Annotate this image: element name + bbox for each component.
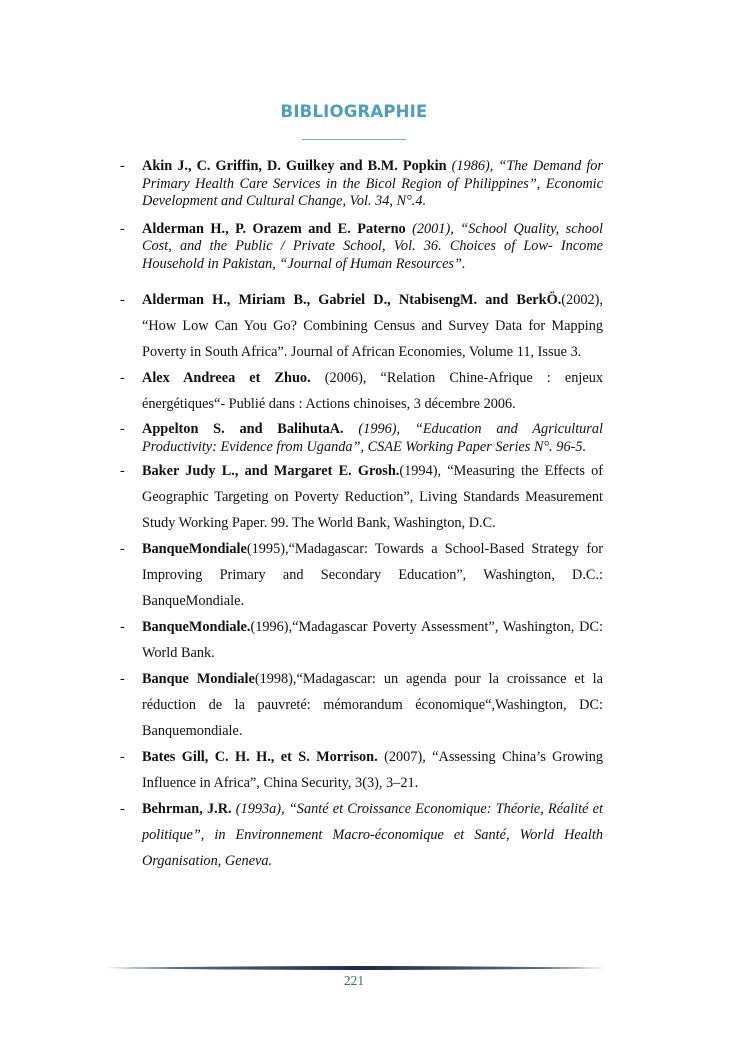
entry-citation: (1986), “The Demand for Primary Health Care Services in the Bicol Region of Philippines”, Economic Development and Cultural Change, Vol. 34, N°.4.	[142, 158, 603, 209]
list-dash: -	[120, 463, 125, 479]
entry-author: Appelton S. and BalihutaA.	[142, 421, 344, 437]
bibliography-entry	[120, 666, 603, 744]
list-dash: -	[120, 370, 125, 386]
bibliography-entry	[120, 421, 603, 456]
page-number: 221	[343, 973, 365, 988]
entry-citation: (1996),“Madagascar Poverty Assessment”, Washington, DC: World Bank.	[142, 619, 603, 661]
bibliography-entry	[120, 744, 603, 796]
entry-author: BanqueMondiale.	[142, 619, 251, 635]
bibliography-entry	[120, 287, 603, 365]
entry-author: Alderman H., P. Orazem and E. Paterno	[142, 220, 406, 237]
list-dash: -	[120, 541, 125, 557]
entry-citation: (1994), “Measuring the Effects of Geographic Targeting on Poverty Reduction”, Living Standards Measurement Study Working Paper. 99. The World Bank, Washington, D.C.	[142, 463, 604, 531]
entry-citation: (1995),“Madagascar: Towards a School-Based Strategy for Improving Primary and Secondary Education”, Washington, D.C.: BanqueMondiale.	[142, 541, 603, 609]
entry-author: Alex Andreea et Zhuo.	[142, 370, 311, 386]
list-dash: -	[120, 801, 125, 817]
footer-divider	[106, 965, 608, 971]
entry-citation: (2007), “Assessing China’s Growing Influence in Africa”, China Security, 3(3), 3–21.	[142, 749, 603, 791]
list-dash: -	[120, 421, 125, 437]
entry-author: Bates Gill, C. H. H., et S. Morrison.	[142, 749, 378, 765]
entry-author: Banque Mondiale	[142, 671, 255, 687]
list-dash: -	[120, 749, 125, 765]
entry-citation: (2002), “How Low Can You Go? Combining Census and Survey Data for Mapping Poverty in South Africa”. Journal of African Economies, Volume 11, Issue 3.	[142, 292, 603, 360]
entry-author: Akin J., C. Griffin, D. Guilkey and B.M. Popkin	[142, 158, 447, 174]
bibliography-entry	[120, 221, 603, 274]
entry-author: Alderman H., Miriam B., Gabriel D., NtabisengM. and BerkÖ.	[142, 292, 562, 308]
entry-author: Behrman, J.R.	[142, 801, 232, 817]
list-dash: -	[120, 158, 125, 174]
bibliography-list	[120, 158, 603, 874]
bibliography-entry	[120, 365, 603, 417]
bibliography-entry	[120, 158, 603, 211]
bibliography-entry	[120, 796, 603, 874]
entry-citation: (2001), “School Quality, school Cost, and the Public / Private School, Vol. 36. Choices of Low- Income Household in Pakistan, “Journal of Human Resources”.	[142, 220, 603, 272]
page-title: BIBLIOGRAPHIE	[280, 102, 428, 121]
list-dash: -	[120, 292, 125, 308]
entry-citation: (1993a), “Santé et Croissance Economique: Théorie, Réalité et politique”, in Environnement Macro-économique et Santé, World Health Organisation, Geneva.	[142, 801, 603, 869]
list-dash: -	[120, 220, 125, 237]
entry-citation: (2006), “Relation Chine-Afrique : enjeux énergétiques“- Publié dans : Actions chinoises, 3 décembre 2006.	[142, 370, 603, 412]
entry-author: BanqueMondiale	[142, 541, 247, 557]
entry-citation: (1996), “Education and Agricultural Productivity: Evidence from Uganda”, CSAE Working Paper Series N°. 96-5.	[142, 421, 603, 455]
bibliography-entry	[120, 536, 603, 614]
bibliography-entry	[120, 458, 603, 536]
title-underline	[302, 139, 406, 140]
list-dash: -	[120, 671, 125, 687]
bibliography-entry	[120, 614, 603, 666]
entry-citation: (1998),“Madagascar: un agenda pour la croissance et la réduction de la pauvreté: mémorandum économique“,Washington, DC: Banquemondiale.	[142, 671, 603, 739]
entry-author: Baker Judy L., and Margaret E. Grosh.	[142, 463, 400, 479]
list-dash: -	[120, 619, 125, 635]
